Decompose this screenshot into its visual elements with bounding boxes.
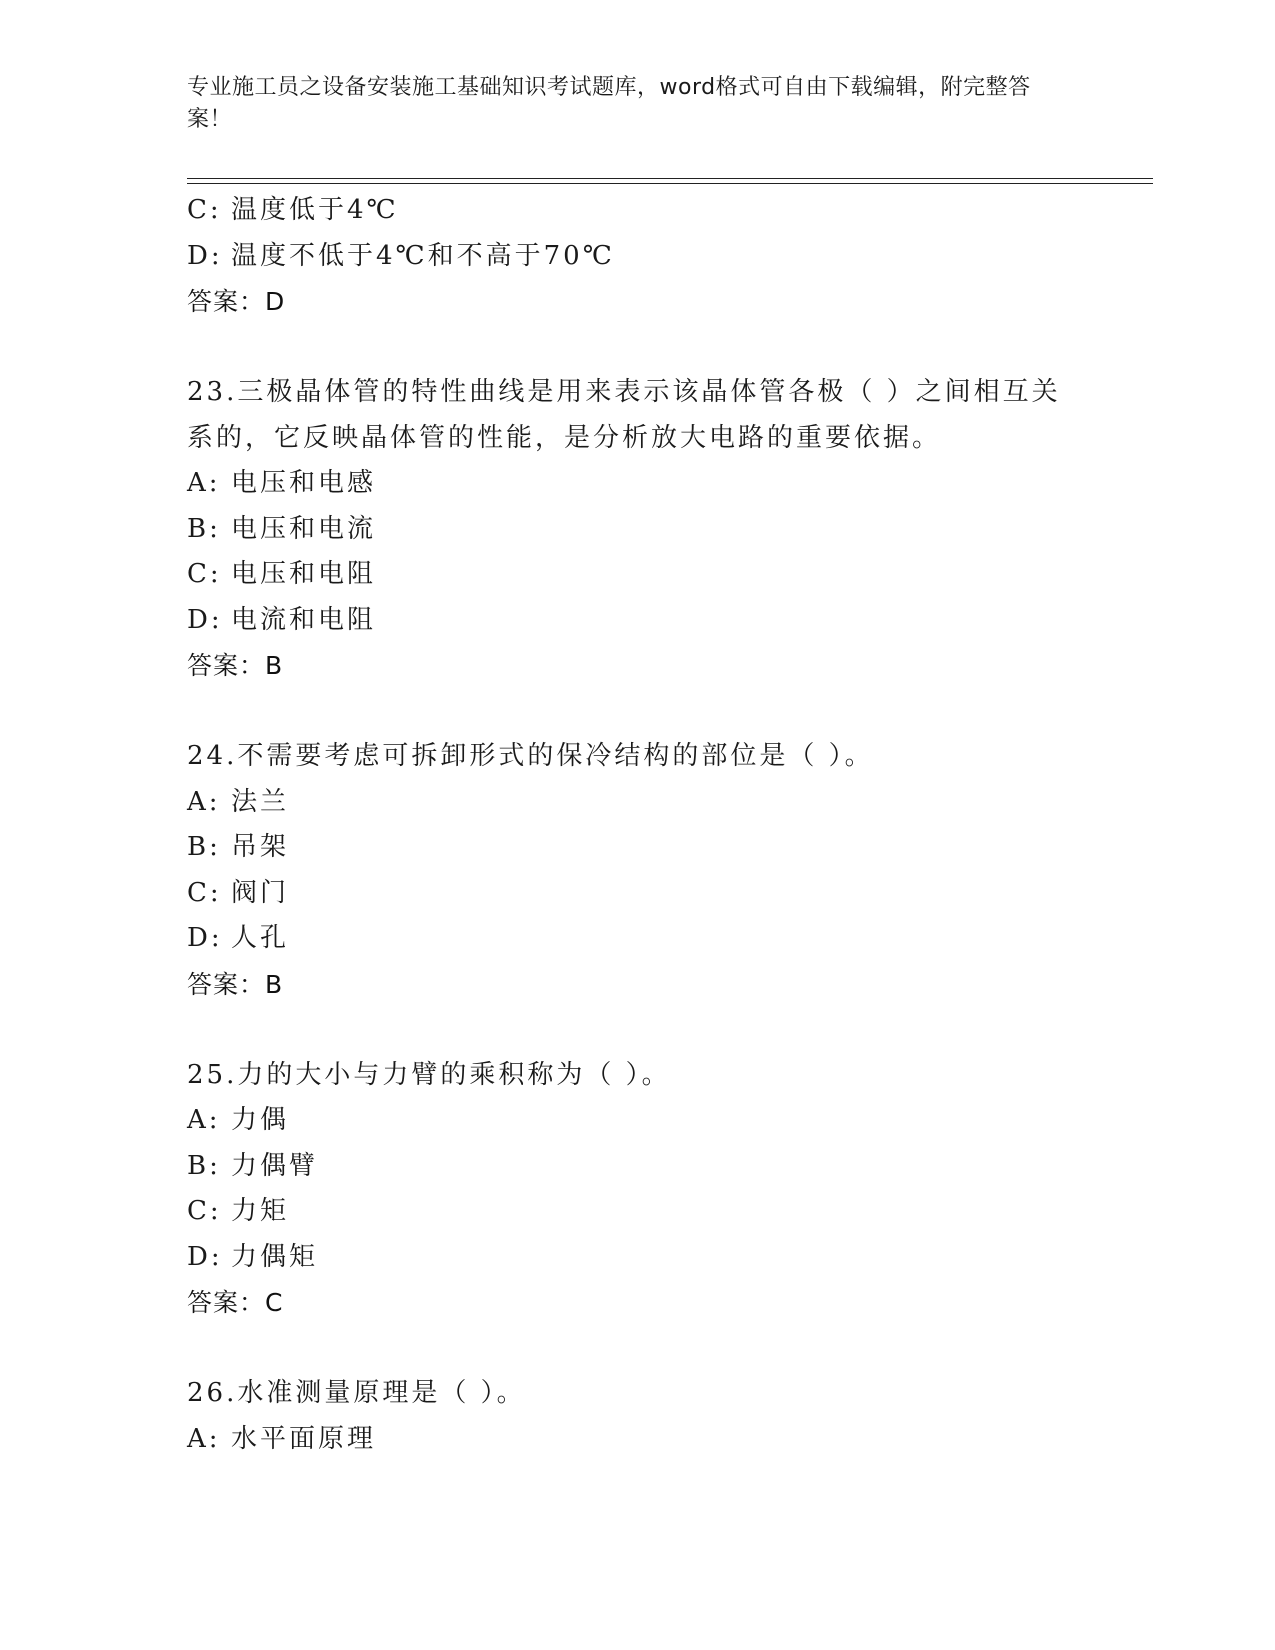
option-letter: D:: [187, 923, 223, 953]
spacer: [187, 325, 1087, 371]
option-letter: B:: [187, 513, 221, 544]
option-text: 温度不低于4℃和不高于70℃: [231, 240, 615, 271]
option-letter: A:: [187, 468, 221, 498]
option-line: [187, 598, 1087, 644]
option-line: [187, 1235, 1087, 1281]
option-line: [187, 461, 1087, 507]
option-text: 吊架: [231, 832, 290, 862]
option-letter: C:: [187, 559, 222, 589]
option-line: [187, 552, 1087, 598]
option-line: [187, 234, 1087, 280]
option-line: [187, 916, 1087, 962]
option-text: 水平面原理: [231, 1423, 377, 1454]
page-header: 专业施工员之设备安装施工基础知识考试题库，word格式可自由下载编辑，附完整答案！: [187, 75, 1031, 132]
option-letter: A:: [187, 786, 221, 817]
spacer: [187, 1007, 1087, 1053]
question-stem: 24.不需要考虑可拆卸形式的保冷结构的部位是（ ）。: [187, 741, 874, 771]
answer-line: 答案：D: [187, 287, 286, 316]
option-line: [187, 780, 1087, 826]
option-letter: C:: [187, 877, 222, 908]
option-letter: C:: [187, 195, 222, 225]
answer-line: 答案：B: [187, 651, 284, 680]
option-line: [187, 1098, 1087, 1144]
option-text: 温度低于4℃: [231, 195, 399, 225]
option-text: 电压和电阻: [231, 559, 377, 589]
question-stem: 26.水准测量原理是（ ）。: [187, 1378, 526, 1408]
option-text: 电压和电感: [231, 468, 377, 498]
option-text: 人孔: [231, 923, 290, 953]
option-text: 阀门: [231, 877, 290, 908]
option-letter: D:: [187, 604, 223, 635]
option-text: 力偶: [231, 1105, 290, 1135]
spacer: [187, 1326, 1087, 1372]
option-text: 力矩: [231, 1196, 290, 1226]
question-stem: 25.力的大小与力臂的乘积称为（ ）。: [187, 1059, 671, 1090]
header-rule-bottom: [187, 183, 1153, 184]
option-line: [187, 1144, 1087, 1190]
option-letter: B:: [187, 1150, 221, 1181]
option-text: 力偶矩: [231, 1241, 319, 1272]
answer-line: 答案：B: [187, 969, 284, 999]
option-line: [187, 1417, 1087, 1463]
option-text: 力偶臂: [231, 1150, 319, 1181]
option-line: [187, 825, 1087, 871]
option-text: 法兰: [231, 786, 290, 817]
spacer: [187, 689, 1087, 735]
document-body: [187, 188, 1087, 1462]
option-letter: D:: [187, 240, 223, 271]
option-text: 电压和电流: [231, 513, 377, 544]
option-letter: D:: [187, 1241, 223, 1272]
question-stem: 23.三极晶体管的特性曲线是用来表示该晶体管各极（ ）之间相互关系的，它反映晶体管的性能，是分析放大电路的重要依据。: [187, 377, 1061, 453]
option-letter: B:: [187, 832, 221, 862]
option-line: [187, 1189, 1087, 1235]
option-line: [187, 871, 1087, 917]
option-text: 电流和电阻: [231, 604, 377, 635]
option-letter: A:: [187, 1105, 221, 1135]
answer-line: 答案：C: [187, 1288, 284, 1317]
option-letter: C:: [187, 1196, 222, 1226]
option-line: [187, 507, 1087, 553]
option-letter: A:: [187, 1423, 221, 1454]
option-line: [187, 188, 1087, 234]
header-rule-top: [187, 178, 1153, 179]
